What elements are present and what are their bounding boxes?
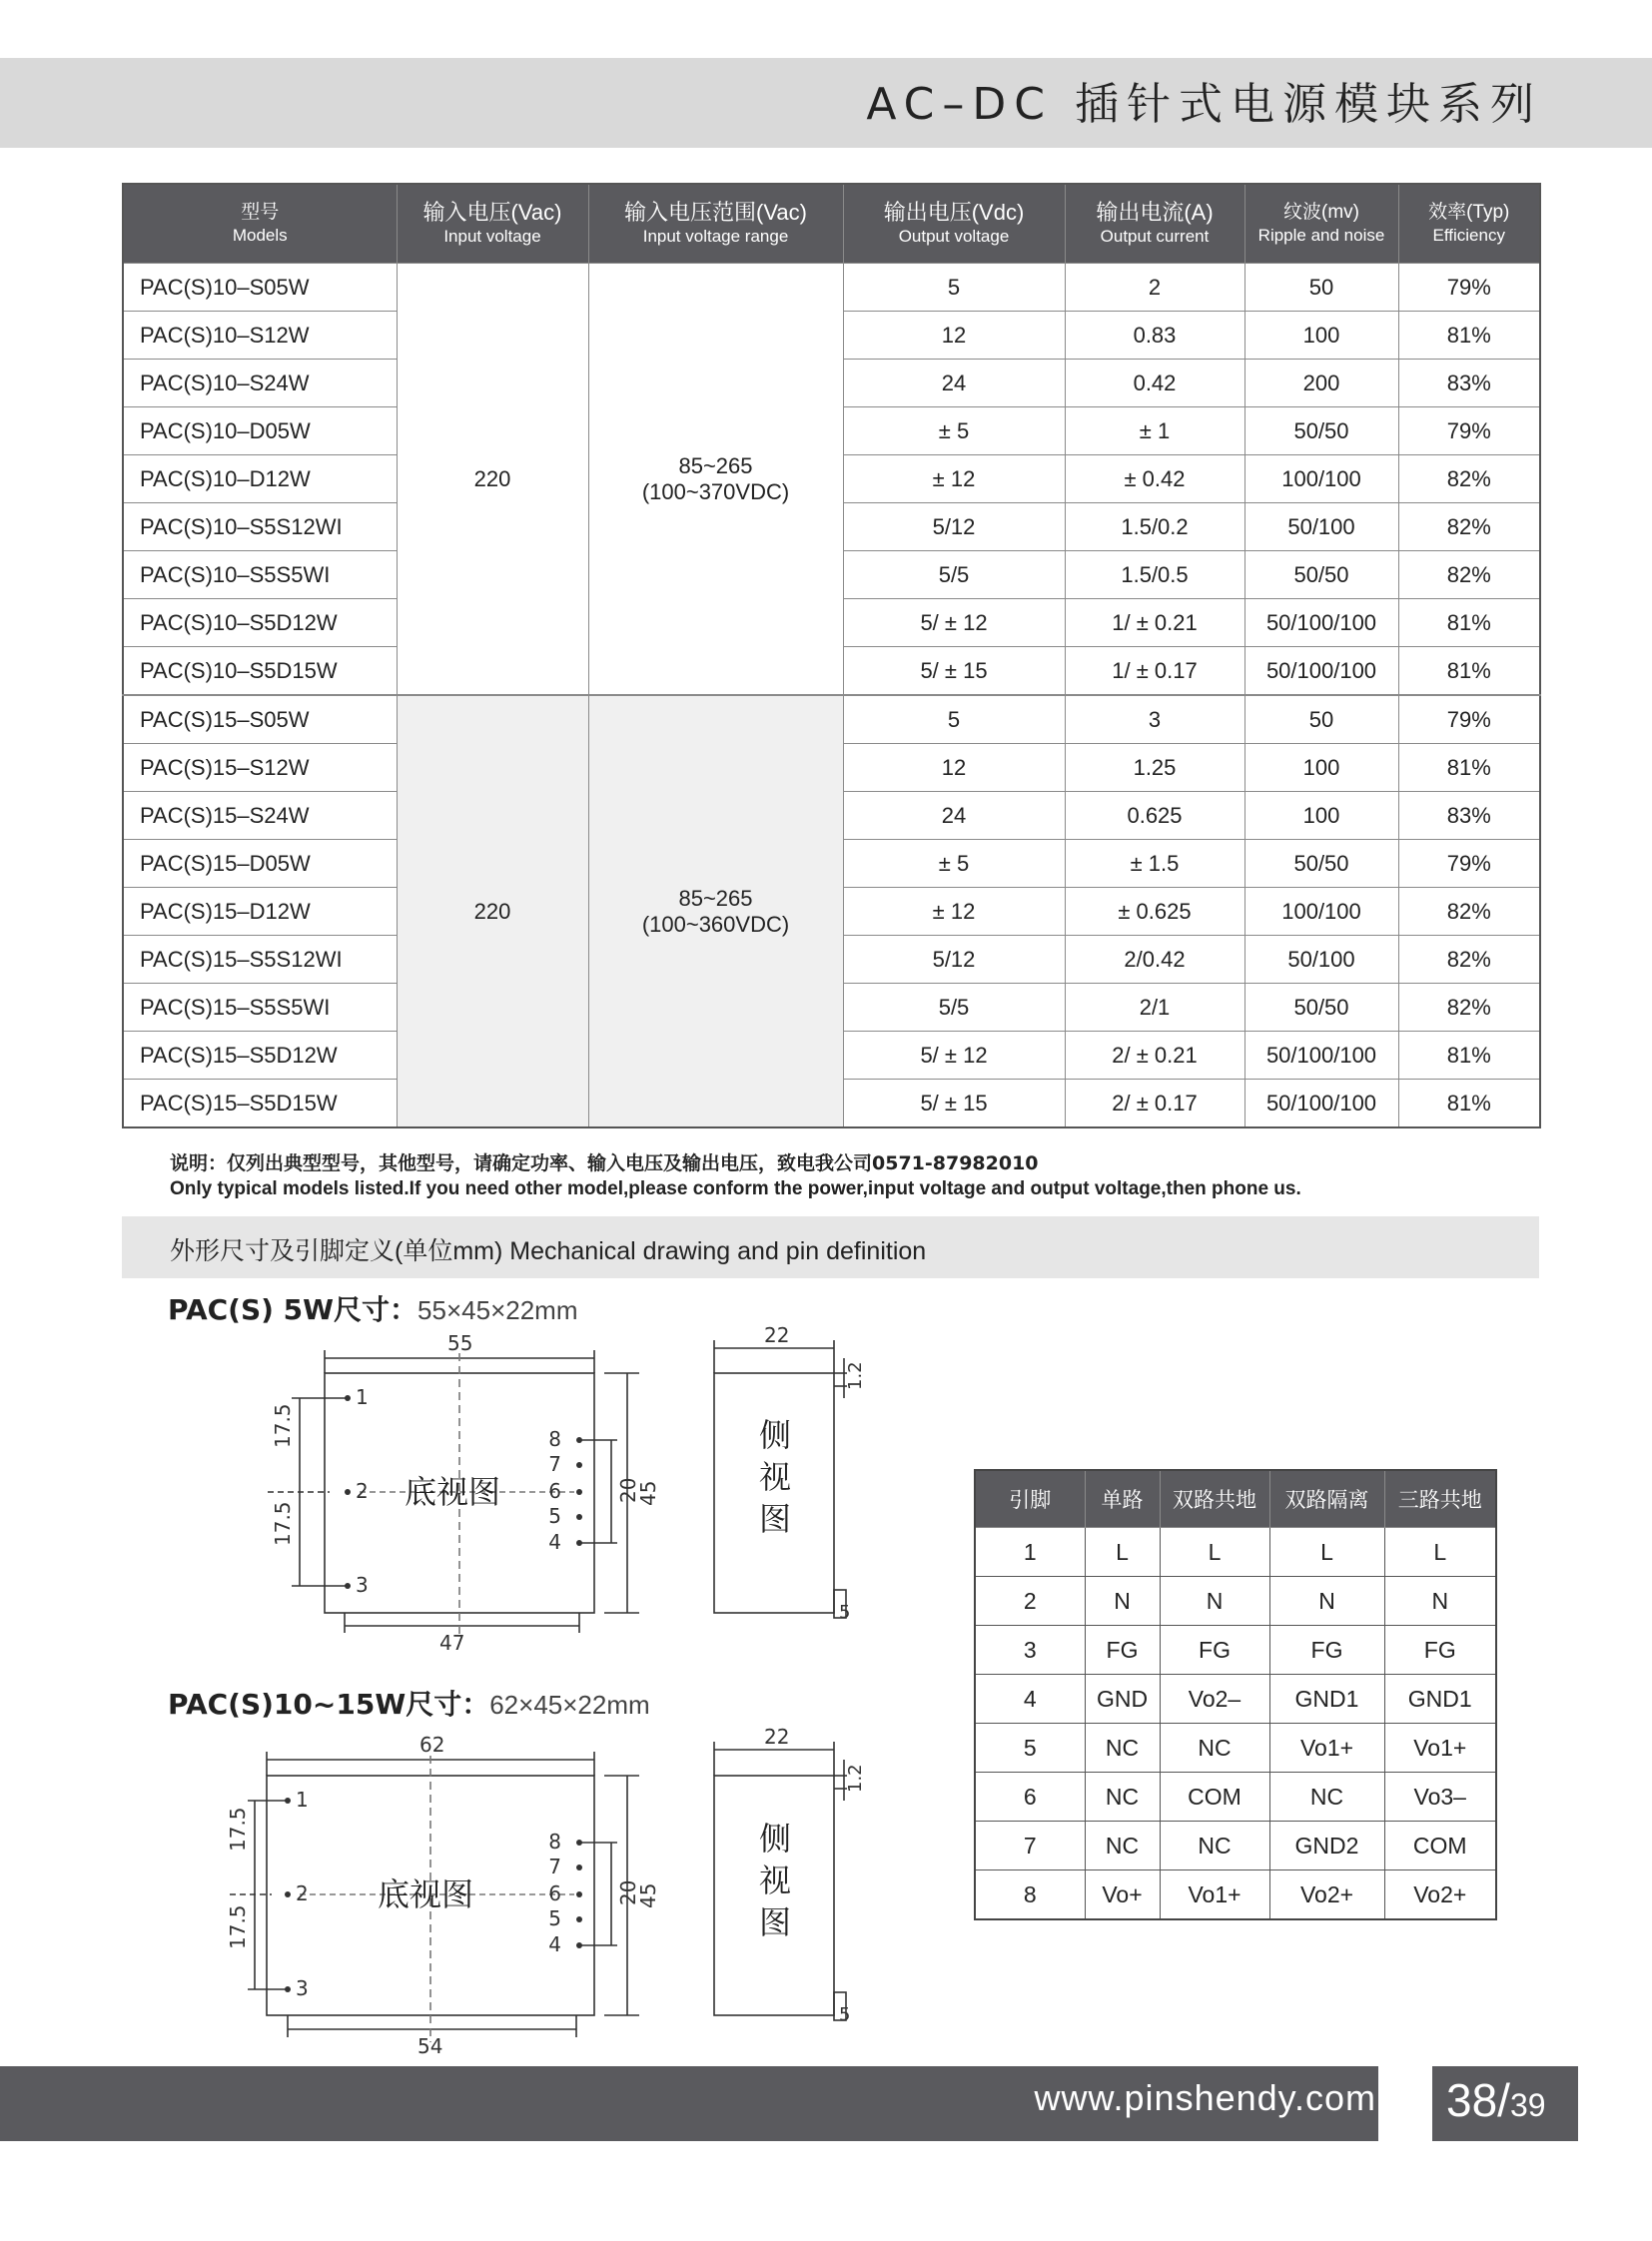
output-voltage-cell: 5	[843, 264, 1065, 312]
pin-function-cell: GND1	[1384, 1675, 1496, 1724]
output-voltage-cell: ± 12	[843, 888, 1065, 936]
model-cell: PAC(S)10–S5D12W	[123, 599, 397, 647]
model-cell: PAC(S)15–S5S5WI	[123, 984, 397, 1032]
model-cell: PAC(S)10–S5S12WI	[123, 503, 397, 551]
output-current-cell: 1.5/0.2	[1065, 503, 1244, 551]
drawing2-pin-4: 4	[548, 1932, 561, 1956]
pin-function-cell: NC	[1160, 1724, 1269, 1773]
output-current-cell: 1.5/0.5	[1065, 551, 1244, 599]
model-cell: PAC(S)15–S5D12W	[123, 1032, 397, 1080]
efficiency-cell: 79%	[1398, 407, 1540, 455]
drawing1-inner-dim: 20	[616, 1477, 640, 1503]
pin-function-cell: Vo2–	[1160, 1675, 1269, 1724]
header-output-voltage: 输出电压(Vdc) Output voltage	[843, 184, 1065, 264]
output-current-cell: 0.83	[1065, 312, 1244, 360]
ripple-cell: 50/50	[1244, 840, 1398, 888]
ripple-cell: 200	[1244, 360, 1398, 407]
output-voltage-cell: 5/ ± 12	[843, 1032, 1065, 1080]
pin-row	[975, 1822, 1496, 1870]
efficiency-cell: 82%	[1398, 984, 1540, 1032]
drawing2-height-dim: 45	[636, 1882, 660, 1908]
drawing1-label: PAC(S) 5W尺寸：	[168, 1293, 418, 1326]
efficiency-cell: 81%	[1398, 1032, 1540, 1080]
ripple-cell: 50/100/100	[1244, 1032, 1398, 1080]
pin-function-cell: COM	[1384, 1822, 1496, 1870]
drawing2-left-dim-bottom: 17.5	[226, 1904, 250, 1949]
drawing2-dims: 62×45×22mm	[489, 1690, 650, 1720]
drawing2-pin-1: 1	[296, 1788, 309, 1812]
header-output-current: 输出电流(A) Output current	[1065, 184, 1244, 264]
drawing2-side-width: 22	[764, 1725, 790, 1749]
ripple-cell: 50/50	[1244, 551, 1398, 599]
output-current-cell: 0.625	[1065, 792, 1244, 840]
ripple-cell: 50	[1244, 695, 1398, 744]
note-en: Only typical models listed.If you need other model,please conform the power,input voltage and output voltage,then phone us.	[170, 1178, 1301, 1199]
pin-function-cell: NC	[1160, 1822, 1269, 1870]
pin-function-cell: FG	[1384, 1626, 1496, 1675]
efficiency-cell: 79%	[1398, 264, 1540, 312]
drawing2-bottom-view-label: 底视图	[378, 1875, 474, 1913]
output-current-cell: 0.42	[1065, 360, 1244, 407]
ripple-cell: 50/50	[1244, 407, 1398, 455]
pin-number-cell: 4	[975, 1675, 1085, 1724]
pin-function-cell: L	[1160, 1528, 1269, 1577]
header-input-voltage: 输入电压(Vac) Input voltage	[397, 184, 588, 264]
pin-function-cell: GND	[1085, 1675, 1160, 1724]
model-cell: PAC(S)10–S24W	[123, 360, 397, 407]
pin-function-cell: L	[1384, 1528, 1496, 1577]
input-range-cell	[588, 264, 843, 696]
header-input-range: 输入电压范围(Vac) Input voltage range	[588, 184, 843, 264]
efficiency-cell: 81%	[1398, 599, 1540, 647]
efficiency-cell: 83%	[1398, 792, 1540, 840]
drawing2-side-view-1: 侧	[759, 1820, 792, 1858]
model-cell: PAC(S)15–S05W	[123, 695, 397, 744]
model-cell: PAC(S)15–S5S12WI	[123, 936, 397, 984]
output-voltage-cell: 5/ ± 12	[843, 599, 1065, 647]
ripple-cell: 50/100/100	[1244, 599, 1398, 647]
model-cell: PAC(S)15–D12W	[123, 888, 397, 936]
model-cell: PAC(S)10–D12W	[123, 455, 397, 503]
ripple-cell: 100/100	[1244, 455, 1398, 503]
output-current-cell: ± 0.625	[1065, 888, 1244, 936]
output-current-cell: ± 1	[1065, 407, 1244, 455]
drawing2-left-dim-top: 17.5	[226, 1807, 250, 1852]
drawing2-pin-2: 2	[296, 1881, 309, 1905]
model-cell: PAC(S)10–S12W	[123, 312, 397, 360]
output-voltage-cell: 5/12	[843, 503, 1065, 551]
pin-header-dual-common: 双路共地	[1160, 1470, 1269, 1528]
input-range-line2: (100~370VDC)	[641, 478, 790, 504]
pin-number-cell: 2	[975, 1577, 1085, 1626]
drawing1-pin-2: 2	[356, 1479, 369, 1503]
model-cell: PAC(S)10–D05W	[123, 407, 397, 455]
pin-header-single: 单路	[1085, 1470, 1160, 1528]
page-total: 39	[1509, 2087, 1546, 2123]
pin-number-cell: 5	[975, 1724, 1085, 1773]
output-current-cell: ± 1.5	[1065, 840, 1244, 888]
output-voltage-cell: ± 5	[843, 840, 1065, 888]
output-current-cell: 2/ ± 0.17	[1065, 1080, 1244, 1128]
drawing1-left-dim-bottom: 17.5	[271, 1501, 295, 1546]
drawing1-dims: 55×45×22mm	[417, 1295, 578, 1325]
header-ripple: 纹波(mv) Ripple and noise	[1244, 184, 1398, 264]
output-current-cell: 1.25	[1065, 744, 1244, 792]
drawing1-pin-8: 8	[548, 1427, 561, 1451]
drawing1-side-bottom: 5	[839, 1602, 851, 1623]
ripple-cell: 50/100	[1244, 503, 1398, 551]
pin-row	[975, 1724, 1496, 1773]
drawing1-side-view-1: 侧	[759, 1416, 792, 1454]
model-cell: PAC(S)15–D05W	[123, 840, 397, 888]
output-voltage-cell: 5/12	[843, 936, 1065, 984]
section-title: 外形尺寸及引脚定义(单位mm) Mechanical drawing and pin definition	[170, 1237, 927, 1265]
drawing1-left-dim-top: 17.5	[271, 1403, 295, 1448]
pin-function-cell: Vo2+	[1384, 1870, 1496, 1920]
model-cell: PAC(S)10–S05W	[123, 264, 397, 312]
drawing2-caption	[168, 1683, 650, 1723]
spec-row	[123, 264, 1540, 312]
pin-row	[975, 1626, 1496, 1675]
pin-function-cell: Vo+	[1085, 1870, 1160, 1920]
output-voltage-cell: ± 12	[843, 455, 1065, 503]
efficiency-cell: 81%	[1398, 312, 1540, 360]
model-cell: PAC(S)10–S5S5WI	[123, 551, 397, 599]
drawing1-svg	[260, 1323, 899, 1655]
output-current-cell: 2/0.42	[1065, 936, 1244, 984]
drawing1-bottom-dim: 47	[439, 1631, 465, 1655]
pin-row	[975, 1870, 1496, 1920]
pin-function-cell: NC	[1085, 1724, 1160, 1773]
efficiency-cell: 81%	[1398, 647, 1540, 696]
output-current-cell: 2/ ± 0.21	[1065, 1032, 1244, 1080]
ripple-cell: 50/50	[1244, 984, 1398, 1032]
drawing1-pin-1: 1	[356, 1385, 369, 1409]
ripple-cell: 100	[1244, 312, 1398, 360]
pin-number-cell: 8	[975, 1870, 1085, 1920]
pin-function-cell: FG	[1160, 1626, 1269, 1675]
drawing1-bottom-view-label: 底视图	[405, 1473, 501, 1511]
pin-function-cell: Vo1+	[1160, 1870, 1269, 1920]
output-voltage-cell: 12	[843, 312, 1065, 360]
page-title: AC–DC 插针式电源模块系列	[866, 79, 1542, 130]
drawing1-side-top: 1.2	[845, 1361, 866, 1390]
spec-table	[122, 183, 1541, 1128]
efficiency-cell: 81%	[1398, 1080, 1540, 1128]
efficiency-cell: 79%	[1398, 840, 1540, 888]
pin-number-cell: 1	[975, 1528, 1085, 1577]
input-range-line2: (100~360VDC)	[641, 911, 790, 937]
drawing1-pin-4: 4	[548, 1530, 561, 1554]
page-current: 38/	[1446, 2074, 1510, 2126]
output-current-cell: 2/1	[1065, 984, 1244, 1032]
input-range-line1: 85~265	[678, 452, 753, 478]
header-models: 型号 Models	[123, 184, 397, 264]
output-voltage-cell: 5/5	[843, 551, 1065, 599]
efficiency-cell: 82%	[1398, 455, 1540, 503]
drawing2-side-view-2: 视	[759, 1862, 792, 1899]
drawing2-side-top: 1.2	[845, 1764, 866, 1793]
pin-row	[975, 1675, 1496, 1724]
output-current-cell: 1/ ± 0.17	[1065, 647, 1244, 696]
spec-row	[123, 695, 1540, 744]
output-voltage-cell: 5/5	[843, 984, 1065, 1032]
output-current-cell: 2	[1065, 264, 1244, 312]
pin-function-cell: L	[1085, 1528, 1160, 1577]
input-range-line1: 85~265	[678, 885, 753, 911]
pin-function-cell: N	[1085, 1577, 1160, 1626]
pin-number-cell: 7	[975, 1822, 1085, 1870]
drawing2-svg	[226, 1725, 899, 2058]
pin-header-pin: 引脚	[975, 1470, 1085, 1528]
pin-number-cell: 3	[975, 1626, 1085, 1675]
spec-table-body	[123, 264, 1540, 1128]
efficiency-cell: 81%	[1398, 744, 1540, 792]
ripple-cell: 50/100/100	[1244, 1080, 1398, 1128]
drawing2-side-view-3: 图	[759, 1903, 792, 1941]
drawing1-pin-6: 6	[548, 1479, 561, 1503]
note-zh: 说明：仅列出典型型号，其他型号，请确定功率、输入电压及输出电压，致电我公司0571-87982010	[170, 1152, 1039, 1174]
pin-function-cell: N	[1269, 1577, 1384, 1626]
output-current-cell: 3	[1065, 695, 1244, 744]
pin-function-cell: GND1	[1269, 1675, 1384, 1724]
pin-header-triple-common: 三路共地	[1384, 1470, 1496, 1528]
pin-table-body	[975, 1528, 1496, 1920]
drawing2-pin-8: 8	[548, 1830, 561, 1854]
output-voltage-cell: 24	[843, 360, 1065, 407]
pin-row	[975, 1577, 1496, 1626]
efficiency-cell: 83%	[1398, 360, 1540, 407]
output-current-cell: 1/ ± 0.21	[1065, 599, 1244, 647]
drawing1-pin-7: 7	[548, 1452, 561, 1476]
pin-header-row	[975, 1470, 1496, 1528]
output-voltage-cell: ± 5	[843, 407, 1065, 455]
pin-function-cell: Vo3–	[1384, 1773, 1496, 1822]
model-cell: PAC(S)15–S12W	[123, 744, 397, 792]
pin-function-cell: Vo2+	[1269, 1870, 1384, 1920]
output-voltage-cell: 12	[843, 744, 1065, 792]
output-voltage-cell: 5/ ± 15	[843, 647, 1065, 696]
pin-function-cell: Vo1+	[1269, 1724, 1384, 1773]
page-number	[1446, 2073, 1546, 2127]
pin-function-cell: NC	[1269, 1773, 1384, 1822]
input-voltage-cell: 220	[397, 695, 588, 1127]
drawing2-label: PAC(S)10~15W尺寸：	[168, 1688, 490, 1721]
drawing2-side-bottom: 5	[839, 2004, 851, 2025]
pin-function-cell: NC	[1085, 1773, 1160, 1822]
drawing2-bottom-dim: 54	[417, 2034, 443, 2058]
drawing2-width-dim: 62	[419, 1733, 445, 1757]
input-voltage-cell: 220	[397, 264, 588, 696]
pin-function-cell: NC	[1085, 1822, 1160, 1870]
output-voltage-cell: 5	[843, 695, 1065, 744]
pin-function-cell: GND2	[1269, 1822, 1384, 1870]
drawing1-side-view-3: 图	[759, 1500, 792, 1538]
ripple-cell: 100	[1244, 792, 1398, 840]
model-cell: PAC(S)15–S5D15W	[123, 1080, 397, 1128]
drawing1-width-dim: 55	[447, 1331, 473, 1355]
efficiency-cell: 79%	[1398, 695, 1540, 744]
drawing1-side-view-2: 视	[759, 1458, 792, 1496]
drawing1-caption	[168, 1288, 578, 1328]
ripple-cell: 100/100	[1244, 888, 1398, 936]
efficiency-cell: 82%	[1398, 551, 1540, 599]
ripple-cell: 50	[1244, 264, 1398, 312]
output-voltage-cell: 24	[843, 792, 1065, 840]
pin-function-cell: COM	[1160, 1773, 1269, 1822]
drawing2-pin-5: 5	[548, 1906, 561, 1930]
drawing2-inner-dim: 20	[616, 1879, 640, 1905]
drawing1-height-dim: 45	[636, 1480, 660, 1506]
model-cell: PAC(S)15–S24W	[123, 792, 397, 840]
pin-function-cell: FG	[1269, 1626, 1384, 1675]
drawing1-side-width: 22	[764, 1323, 790, 1347]
drawing2-pin-7: 7	[548, 1855, 561, 1878]
model-cell: PAC(S)10–S5D15W	[123, 647, 397, 696]
efficiency-cell: 82%	[1398, 936, 1540, 984]
pin-number-cell: 6	[975, 1773, 1085, 1822]
drawing2-pin-3: 3	[296, 1976, 309, 2000]
drawing1-pin-5: 5	[548, 1504, 561, 1528]
output-current-cell: ± 0.42	[1065, 455, 1244, 503]
pin-row	[975, 1528, 1496, 1577]
drawing2-pin-6: 6	[548, 1881, 561, 1905]
pin-table	[974, 1469, 1497, 1920]
input-range-cell	[588, 695, 843, 1127]
footer-url[interactable]: www.pinshendy.com	[1034, 2077, 1376, 2118]
output-voltage-cell: 5/ ± 15	[843, 1080, 1065, 1128]
header-efficiency: 效率(Typ) Efficiency	[1398, 184, 1540, 264]
efficiency-cell: 82%	[1398, 503, 1540, 551]
ripple-cell: 50/100/100	[1244, 647, 1398, 696]
pin-function-cell: N	[1384, 1577, 1496, 1626]
spec-header-row	[123, 184, 1540, 264]
pin-function-cell: Vo1+	[1384, 1724, 1496, 1773]
pin-header-dual-isolated: 双路隔离	[1269, 1470, 1384, 1528]
ripple-cell: 50/100	[1244, 936, 1398, 984]
pin-function-cell: L	[1269, 1528, 1384, 1577]
efficiency-cell: 82%	[1398, 888, 1540, 936]
pin-row	[975, 1773, 1496, 1822]
ripple-cell: 100	[1244, 744, 1398, 792]
pin-function-cell: FG	[1085, 1626, 1160, 1675]
pin-function-cell: N	[1160, 1577, 1269, 1626]
drawing1-pin-3: 3	[356, 1573, 369, 1597]
